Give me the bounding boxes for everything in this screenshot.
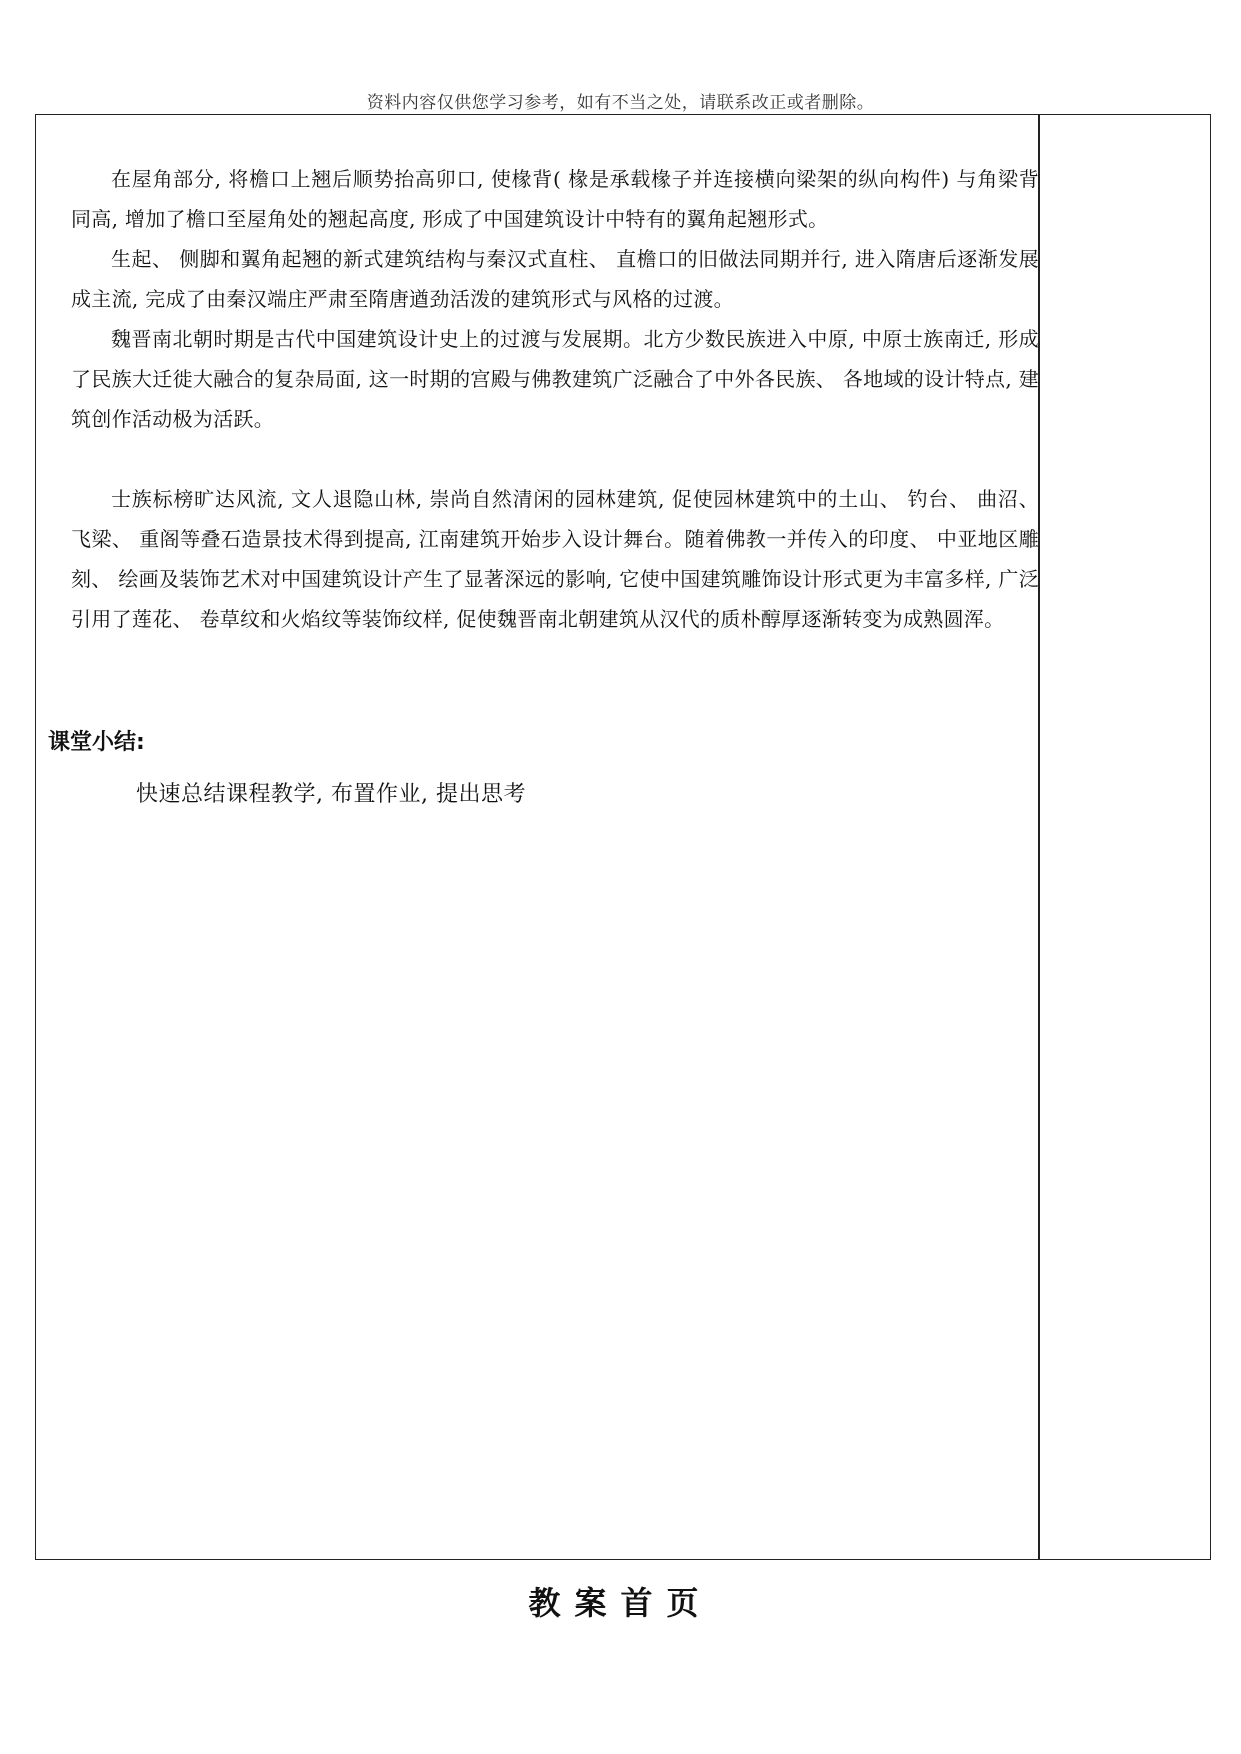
lesson-plan-table <box>35 114 1211 1560</box>
summary-heading: 课堂小结: <box>48 730 145 755</box>
page-footer-title: 教案首页 <box>528 1584 713 1622</box>
disclaimer-note: 资料内容仅供您学习参考，如有不当之处，请联系改正或者删除。 <box>366 93 875 113</box>
lesson-content <box>71 159 1039 639</box>
content-paragraph-3: 魏晋南北朝时期是古代中国建筑设计史上的过渡与发展期。北方少数民族进入中原, 中原士族南迁, 形成了民族大迁徙大融合的复杂局面, 这一时期的宫殿与佛教建筑广泛融合了中外各民族、 各地域的设计特点, 建筑创作活动极为活跃。 <box>71 327 1039 431</box>
content-paragraph-1: 在屋角部分, 将檐口上翘后顺势抬高卯口, 使椽背( 椽是承载椽子并连接横向梁架的纵向构件) 与角梁背同高, 增加了檐口至屋角处的翘起高度, 形成了中国建筑设计中特有的翼角起翘形式。 <box>71 167 1039 231</box>
summary-text: 快速总结课程教学, 布置作业, 提出思考 <box>136 782 526 807</box>
content-paragraph-4: 士族标榜旷达风流, 文人退隐山林, 崇尚自然清闲的园林建筑, 促使园林建筑中的土山、 钓台、 曲沼、 飞梁、 重阁等叠石造景技术得到提高, 江南建筑开始步入设计舞台。随着佛教一并传入的印度、 中亚地区雕刻、 绘画及装饰艺术对中国建筑设计产生了显著深远的影响, 它使中国建筑雕饰设计形式更为丰富多样, 广泛引用了莲花、 卷草纹和火焰纹等装饰纹样, 促使魏晋南北朝建筑从汉代的质朴醇厚逐渐转变为成熟圆浑。 <box>71 487 1039 631</box>
content-paragraph-2: 生起、 侧脚和翼角起翘的新式建筑结构与秦汉式直柱、 直檐口的旧做法同期并行, 进入隋唐后逐渐发展成主流, 完成了由秦汉端庄严肃至隋唐遒劲活泼的建筑形式与风格的过渡。 <box>71 247 1039 311</box>
